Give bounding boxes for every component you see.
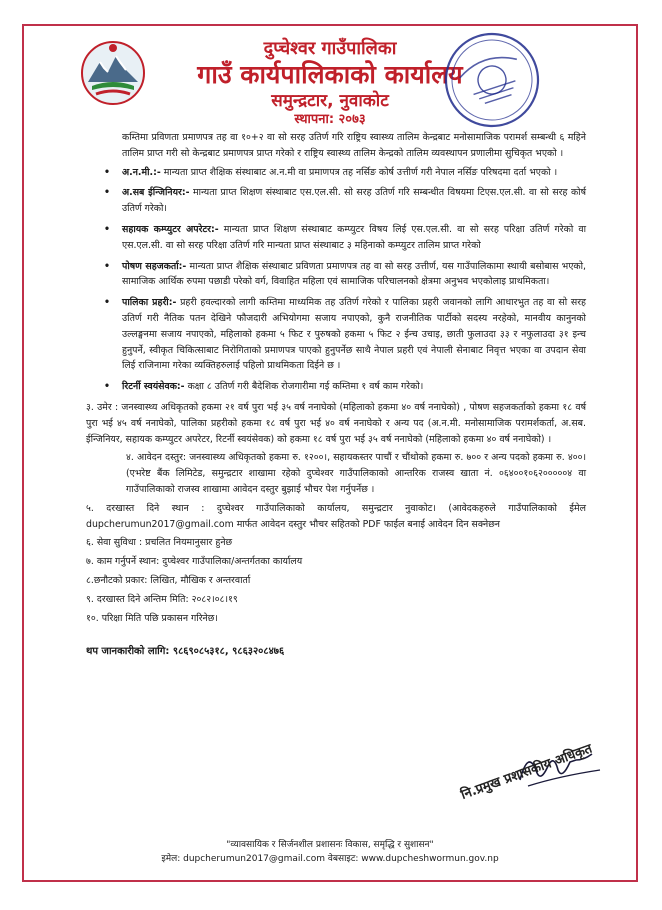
establishment-year: स्थापना: २०७३ xyxy=(294,112,366,127)
item-label: पालिका प्रहरी:- xyxy=(122,297,177,309)
exam-date: १०. परिक्षा मिति पछि प्रकासन गरिनेछ। xyxy=(86,612,218,624)
item-text: कक्षा ८ उतिर्ण गरी बैदेशिक रोजगारीमा गई कम्तिमा १ वर्ष काम गरेको। xyxy=(187,381,424,393)
item-text: मान्यता प्राप्त शिक्षण संस्थाबाट एस.एल.सी. सो सरह उतिर्ण गरि सम्बन्धीत विषयमा टिएस.एल.सी. वा सो सरह कोर्ष उतिर्ण गरेको। xyxy=(122,187,586,215)
item-label: अ.न.मी.:- xyxy=(122,166,161,178)
selection-type: ८.छनौटको प्रकार: लिखित, मौखिक र अन्तरवार्ता xyxy=(86,574,251,586)
nepal-emblem-icon xyxy=(78,38,148,108)
submission-place: ५. दरखास्त दिने स्थान : दुप्चेश्वर गाउँपालिकाको कार्यालय, समुन्द्रटार नुवाकोट। (आवेदकहरुले गाउँपालिकाको ईमेल dupcherumun2017@gmail.com मार्फत आवेदन दस्तुर भौचर सहितको PDF फाईल बनाई आवेदन दिन सक्नेछन xyxy=(86,502,586,530)
item-text: मान्यता प्राप्त शैक्षिक संस्थाबाट प्रविणता प्रमाणपत्र तह वा सो सरह उत्तीर्ण, यस गाउँपालिकामा स्थायी बसोबास भएको, सामाजिक आर्थिक रुपमा पछाडी परेको वर्ग, विवाहित महिला एवं सामाजिक परिचालनको क्षेत्रमा अनुभव भएकोलाइ प्राथमिकता। xyxy=(122,260,586,288)
item-text: मान्यता प्राप्त शिक्षण संस्थाबाट कम्प्युटर विषय लिई एस.एल.सी. वा सो सरह परिक्षा उतिर्ण गरेको वा एस.एल.सी. वा सो सरह परिक्षा उतिर्ण गरि मान्यता प्राप्त संस्थाबाट ३ महिनाको कम्प्युटर तालिम प्राप्त गरेको xyxy=(122,223,586,251)
list-item: • पोषण सहजकर्ता:- मान्यता प्राप्त शैक्षिक संस्थाबाट प्रविणता प्रमाणपत्र तह वा सो सरह उत्तीर्ण, यस गाउँपालिकामा स्थायी बसोबास भएको, सामाजिक आर्थिक रुपमा पछाडी परेको वर्ग, विवाहित महिला एवं सामाजिक परिचालनको क्षेत्रमा अनुभव भएकोलाइ प्राथमिकता। xyxy=(104,260,586,288)
page-footer xyxy=(22,838,638,866)
list-item: • अ.न.मी.:- मान्यता प्राप्त शैक्षिक संस्थाबाट अ.न.मी वा प्रमाणपत्र तह नर्सिङ कोर्ष उत्तीर्ण गरी नेपाल नर्सिङ परिषदमा दर्ता भएको । xyxy=(104,166,558,178)
footer-contact: इमेल: dupcherumun2017@gmail.com वेबसाइट: www.dupcheshwormun.gov.np xyxy=(161,854,499,864)
office-address: समुन्द्रटार, नुवाकोट xyxy=(271,91,389,111)
item-text: मान्यता प्राप्त शैक्षिक संस्थाबाट अ.न.मी वा प्रमाणपत्र तह नर्सिङ कोर्ष उत्तीर्ण गरी नेपाल नर्सिङ परिषदमा दर्ता भएको । xyxy=(163,166,558,178)
office-title: गाउँ कार्यपालिकाको कार्यालय xyxy=(197,60,463,89)
application-deadline: ९. दरखास्त दिने अन्तिम मिति: २०८२।०८।१९ xyxy=(86,593,238,605)
signatory-title: नि.प्रमुख प्रशासकीय अधिकृत xyxy=(459,741,595,803)
item-label: सहायक कम्प्युटर अपरेटर:- xyxy=(122,223,219,235)
list-item: • अ.सब ईन्जिनियर:- मान्यता प्राप्त शिक्षण संस्थाबाट एस.एल.सी. सो सरह उतिर्ण गरि सम्बन्धीत विषयमा टिएस.एल.सी. वा सो सरह कोर्ष उतिर्ण गरेको। xyxy=(104,187,586,215)
item-label: रिटर्नी स्वयंसेवक:- xyxy=(122,381,185,393)
service-benefits: ६. सेवा सुविधा : प्रचलित नियमानुसार हुनेछ xyxy=(86,537,233,549)
item-label: पोषण सहजकर्ता:- xyxy=(122,260,187,272)
intro-paragraph: कम्तिमा प्रविणता प्रमाणपत्र तह वा १०+२ वा सो सरह उतिर्ण गरि राष्ट्रिय स्वास्थ्य तालिम केन्द्रबाट मनोसामाजिक परामर्श सम्बन्धी ६ महिने तालिम प्राप्त गरी सो केन्द्रबाट प्रमाणपत्र प्राप्त गरेको र राष्ट्रिय स्वास्थ्य तालिम केन्द्रको तालिम व्यवस्थापन प्रणालीमा सुचिकृत भएको । xyxy=(122,132,586,159)
footer-motto: "व्यावसायिक र सिर्जनशील प्रशासनः विकास, समृद्धि र सुशासन" xyxy=(226,840,434,850)
work-place: ७. काम गर्नुपर्ने स्थान: दुप्चेश्वर गाउँपालिका/अन्तर्गतका कार्यालय xyxy=(86,556,303,568)
list-item: • पालिका प्रहरी:- प्रहरी हवल्दारको लागी कम्तिमा माध्यमिक तह उतिर्ण गरेको र पालिका प्रहरी जवानको लागि आधारभुत तह वा सो सरह उतिर्ण गरी नैतिक पतन देखिने फौजदारी अभियोगमा सजाय नपाएको, कुनै राजनीतिक पार्टीको सदस्य नरहेको, मानवीय कानुनको उल्लङ्घनमा सजाय नपाएको, महिलाको हकमा ५ फिट र पुरुषको हकमा ५ फिट २ ईन्च उचाइ, छाती फुलाउदा ३३ र नफुलाउदा ३१ इन्च हुनुपर्ने, स्वीकृत चिकित्साबाट निरोगिताको प्रमाणपत्र पाएको हुनुपर्नेछ साथै नेपाल प्रहरी एवं नेपाली सेनाबाट निवृत्त भएका वा उपदान सेवा लिई राजिनामा गरेका व्यक्तिहरुलाई पहिलो प्राथमिकता दिईने छ । xyxy=(104,297,587,372)
list-item: • रिटर्नी स्वयंसेवक:- कक्षा ८ उतिर्ण गरी बैदेशिक रोजगारीमा गई कम्तिमा १ वर्ष काम गरेको। xyxy=(104,381,424,393)
application-fee: ४. आवेदन दस्तुर: जनस्वास्थ्य अधिकृतको हकमा रु. १२००।, सहायकस्तर पाचौं र चौंथोको हकमा रु. ७०० र अन्य पदको हकमा रु. ४००। (एभरेष्ट बैंक लिमिटेड, समुन्द्रटार शाखामा रहेको दुप्चेश्वर गाउँपालिकाको आन्तरिक राजस्व खाता नं. ०६४००१०६२०००००४ वा गाउँपालिकाको राजस्व शाखामा आवेदन दस्तुर बुझाई भौचर पेश गर्नुपर्नेछ । xyxy=(126,452,586,495)
age-requirement: ३. उमेर : जनस्वास्थ्य अधिकृतको हकमा २१ वर्ष पुरा भई ३५ वर्ष ननाघेको (महिलाको हकमा ४० वर्ष ननाघेको) , पोषण सहजकर्ताको हकमा १८ वर्ष पुरा भई ४५ वर्ष ननाघेको, पालिका प्रहरीको हकमा १८ वर्ष पुरा भई ४० वर्ष ननाघेको र अन्य पद (अ.न.मी. मनोसामाजिक परामर्शकर्ता, अ.सब. ईन्जिनियर, सहायक कम्प्युटर अपरेटर, रिटर्नी स्वयंसेवक) को हकमा १८ वर्ष पुरा भई ३५ वर्ष ननाघेको (महिलाको हकमा ४० वर्ष ननाघेको) । xyxy=(86,401,586,445)
official-stamp-icon xyxy=(440,28,544,132)
notice-body xyxy=(86,130,586,660)
item-label: अ.सब ईन्जिनियर:- xyxy=(122,187,190,199)
qualification-list xyxy=(86,165,586,395)
list-item: • सहायक कम्प्युटर अपरेटर:- मान्यता प्राप्त शिक्षण संस्थाबाट कम्प्युटर विषय लिई एस.एल.सी. वा सो सरह परिक्षा उतिर्ण गरेको वा एस.एल.सी. वा सो सरह परिक्षा उतिर्ण गरि मान्यता प्राप्त संस्थाबाट ३ महिनाको कम्प्युटर तालिम प्राप्त गरेको xyxy=(104,223,586,251)
municipality-name: दुप्चेश्वर गाउँपालिका xyxy=(263,38,397,59)
item-text: प्रहरी हवल्दारको लागी कम्तिमा माध्यमिक तह उतिर्ण गरेको र पालिका प्रहरी जवानको लागि आधारभुत तह वा सो सरह उतिर्ण गरी नैतिक पतन देखिने फौजदारी अभियोगमा सजाय नपाएको, कुनै राजनीतिक पार्टीको सदस्य नरहेको, मानवीय कानुनको उल्लङ्घनमा सजाय नपाएको, महिलाको हकमा ५ फिट र पुरुषको हकमा ५ फिट २ ईन्च उचाइ, छाती फुलाउदा ३३ र नफुलाउदा ३१ इन्च हुनुपर्ने, स्वीकृत चिकित्साबाट निरोगिताको प्रमाणपत्र पाएको हुनुपर्नेछ साथै नेपाल प्रहरी एवं नेपाली सेनाबाट निवृत्त भएका वा उपदान सेवा लिई राजिनामा गरेका व्यक्तिहरुलाई पहिलो प्राथमिकता दिईने छ । xyxy=(122,297,587,372)
contact-info: थप जानकारीको लागि: ९८६९०८५३१८, ९८६३२०८४७६ xyxy=(86,646,285,658)
